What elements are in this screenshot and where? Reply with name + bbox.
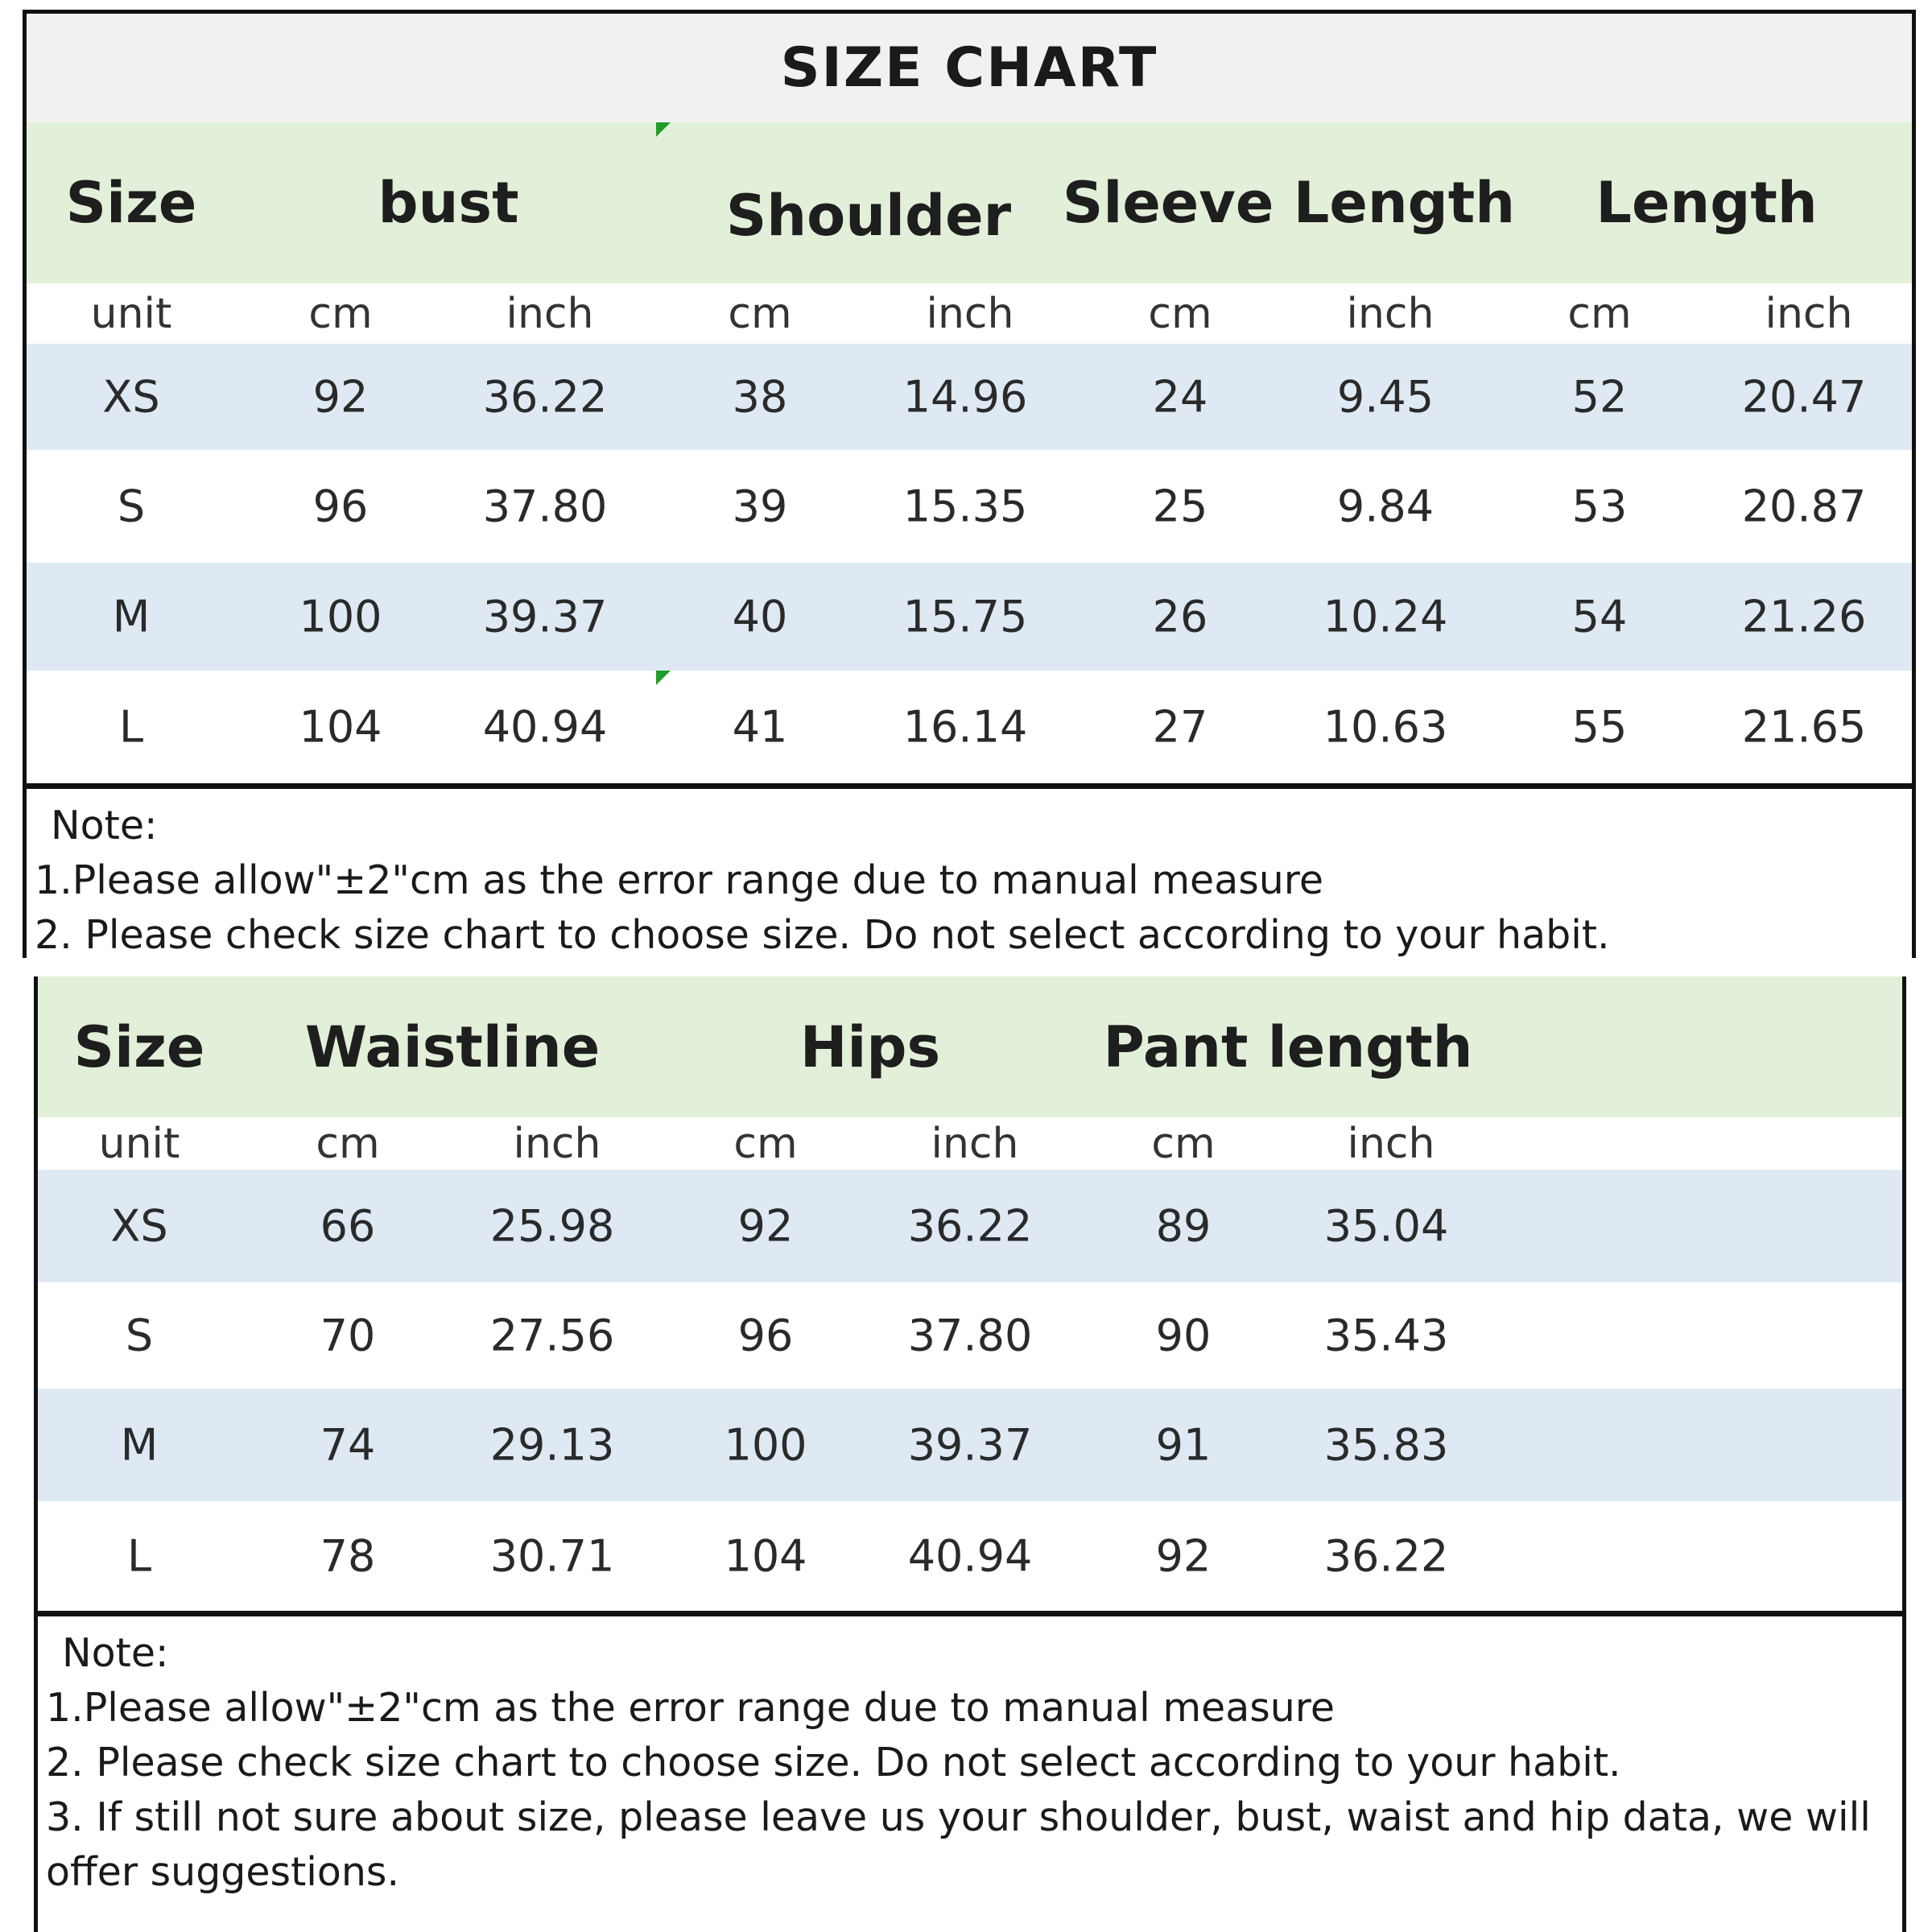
unit-cell: cm [728, 289, 792, 338]
value-cell: 40.94 [482, 701, 608, 753]
value-cell: 16.14 [902, 701, 1028, 753]
unit-cell: cm [1151, 1119, 1216, 1168]
chart-title: SIZE CHART [27, 14, 1912, 122]
table-bottom-rule [27, 783, 1912, 789]
top-header-row [27, 122, 1912, 283]
table-row [38, 1389, 1902, 1501]
value-cell: 24 [1152, 371, 1208, 423]
value-cell: 26 [1152, 591, 1208, 642]
header-size: Size [65, 170, 197, 236]
value-cell: 54 [1571, 591, 1628, 642]
header-length: Length [1596, 170, 1818, 236]
note-item: 2. Please check size chart to choose size. Do not select according to your habit. [35, 912, 1610, 958]
value-cell: 35.04 [1323, 1200, 1449, 1252]
unit-cell: inch [1765, 289, 1853, 338]
table-row [38, 1170, 1902, 1282]
value-cell: 21.26 [1741, 591, 1867, 642]
header-pant-length: Pant length [1103, 1013, 1473, 1080]
value-cell: 10.24 [1323, 591, 1448, 642]
cell-marker-icon [656, 671, 671, 685]
value-cell: 36.22 [482, 371, 608, 423]
table-row [27, 671, 1912, 783]
value-cell: 92 [312, 371, 369, 423]
unit-cell: cm [1148, 289, 1212, 338]
unit-cell: cm [733, 1119, 798, 1168]
value-cell: 100 [299, 591, 382, 642]
value-cell: 100 [724, 1419, 807, 1471]
note-item: 1.Please allow"±2"cm as the error range due to manual measure [35, 857, 1324, 903]
value-cell: 15.35 [902, 481, 1028, 532]
value-cell: 91 [1155, 1419, 1212, 1471]
value-cell: 39.37 [482, 591, 608, 642]
size-cell: L [126, 1530, 152, 1582]
size-cell: XS [110, 1200, 168, 1252]
header-hips: Hips [799, 1013, 941, 1080]
table-bottom-rule [38, 1611, 1902, 1616]
header-bust: bust [378, 170, 519, 236]
bottom-notes [38, 1616, 1902, 1900]
value-cell: 74 [320, 1419, 376, 1471]
value-cell: 92 [737, 1200, 794, 1252]
header-waistline: Waistline [304, 1013, 601, 1080]
bottom-unit-row [38, 1117, 1902, 1170]
value-cell: 78 [320, 1530, 376, 1582]
value-cell: 14.96 [902, 371, 1028, 423]
table-row [27, 563, 1912, 671]
value-cell: 39.37 [907, 1419, 1033, 1471]
bottom-header-row [38, 976, 1902, 1117]
table-row [27, 344, 1912, 450]
unit-cell: unit [90, 289, 172, 338]
value-cell: 37.80 [907, 1310, 1033, 1361]
header-size: Size [73, 1013, 205, 1080]
size-cell: M [120, 1419, 159, 1471]
header-sleeve-length: Sleeve Length [1062, 170, 1516, 236]
value-cell: 25.98 [489, 1200, 615, 1252]
note-item: 1.Please allow"±2"cm as the error range due to manual measure [46, 1685, 1335, 1731]
value-cell: 20.47 [1741, 371, 1867, 423]
unit-cell: cm [308, 289, 373, 338]
unit-cell: inch [513, 1119, 601, 1168]
unit-cell: inch [926, 289, 1014, 338]
note-label: Note: [51, 803, 158, 848]
value-cell: 10.63 [1323, 701, 1448, 753]
value-cell: 40.94 [907, 1530, 1033, 1582]
unit-cell: cm [1567, 289, 1632, 338]
value-cell: 36.22 [907, 1200, 1033, 1252]
value-cell: 21.65 [1741, 701, 1867, 753]
size-cell: S [125, 1310, 154, 1361]
value-cell: 27.56 [489, 1310, 615, 1361]
value-cell: 96 [312, 481, 369, 532]
note-item: 3. If still not sure about size, please leave us your shoulder, bust, waist and hip data, we will offer suggestions. [46, 1794, 1871, 1895]
value-cell: 25 [1152, 481, 1208, 532]
size-cell: M [112, 591, 151, 642]
value-cell: 27 [1152, 701, 1208, 753]
value-cell: 104 [724, 1530, 807, 1582]
size-cell: XS [102, 371, 160, 423]
value-cell: 36.22 [1323, 1530, 1449, 1582]
note-label: Note: [62, 1630, 169, 1676]
value-cell: 37.80 [482, 481, 608, 532]
cell-marker-icon [656, 122, 671, 137]
value-cell: 29.13 [489, 1419, 615, 1471]
value-cell: 66 [320, 1200, 376, 1252]
size-cell: S [117, 481, 146, 532]
table-row [38, 1282, 1902, 1389]
unit-cell: inch [506, 289, 594, 338]
value-cell: 30.71 [489, 1530, 615, 1582]
value-cell: 38 [732, 371, 788, 423]
unit-cell: unit [98, 1119, 180, 1168]
unit-cell: cm [316, 1119, 380, 1168]
value-cell: 70 [320, 1310, 376, 1361]
value-cell: 9.84 [1336, 481, 1435, 532]
unit-cell: inch [1346, 289, 1435, 338]
value-cell: 104 [299, 701, 382, 753]
value-cell: 90 [1155, 1310, 1212, 1361]
unit-cell: inch [931, 1119, 1019, 1168]
table-row [38, 1501, 1902, 1611]
table-row [27, 450, 1912, 563]
bottom-size-chart [34, 976, 1906, 1932]
value-cell: 15.75 [902, 591, 1028, 642]
top-unit-row [27, 283, 1912, 344]
value-cell: 39 [732, 481, 788, 532]
value-cell: 92 [1155, 1530, 1212, 1582]
top-size-chart [23, 10, 1916, 958]
value-cell: 52 [1571, 371, 1628, 423]
size-cell: L [118, 701, 144, 753]
value-cell: 9.45 [1336, 371, 1435, 423]
value-cell: 20.87 [1741, 481, 1867, 532]
value-cell: 89 [1155, 1200, 1212, 1252]
note-item: 2. Please check size chart to choose size. Do not select according to your habit. [46, 1740, 1621, 1785]
top-notes [27, 789, 1912, 958]
value-cell: 55 [1571, 701, 1628, 753]
header-shoulder: Shoulder [725, 183, 1012, 249]
value-cell: 40 [732, 591, 788, 642]
value-cell: 41 [732, 701, 788, 753]
value-cell: 96 [737, 1310, 794, 1361]
unit-cell: inch [1347, 1119, 1435, 1168]
value-cell: 35.83 [1323, 1419, 1449, 1471]
value-cell: 35.43 [1323, 1310, 1449, 1361]
value-cell: 53 [1571, 481, 1628, 532]
